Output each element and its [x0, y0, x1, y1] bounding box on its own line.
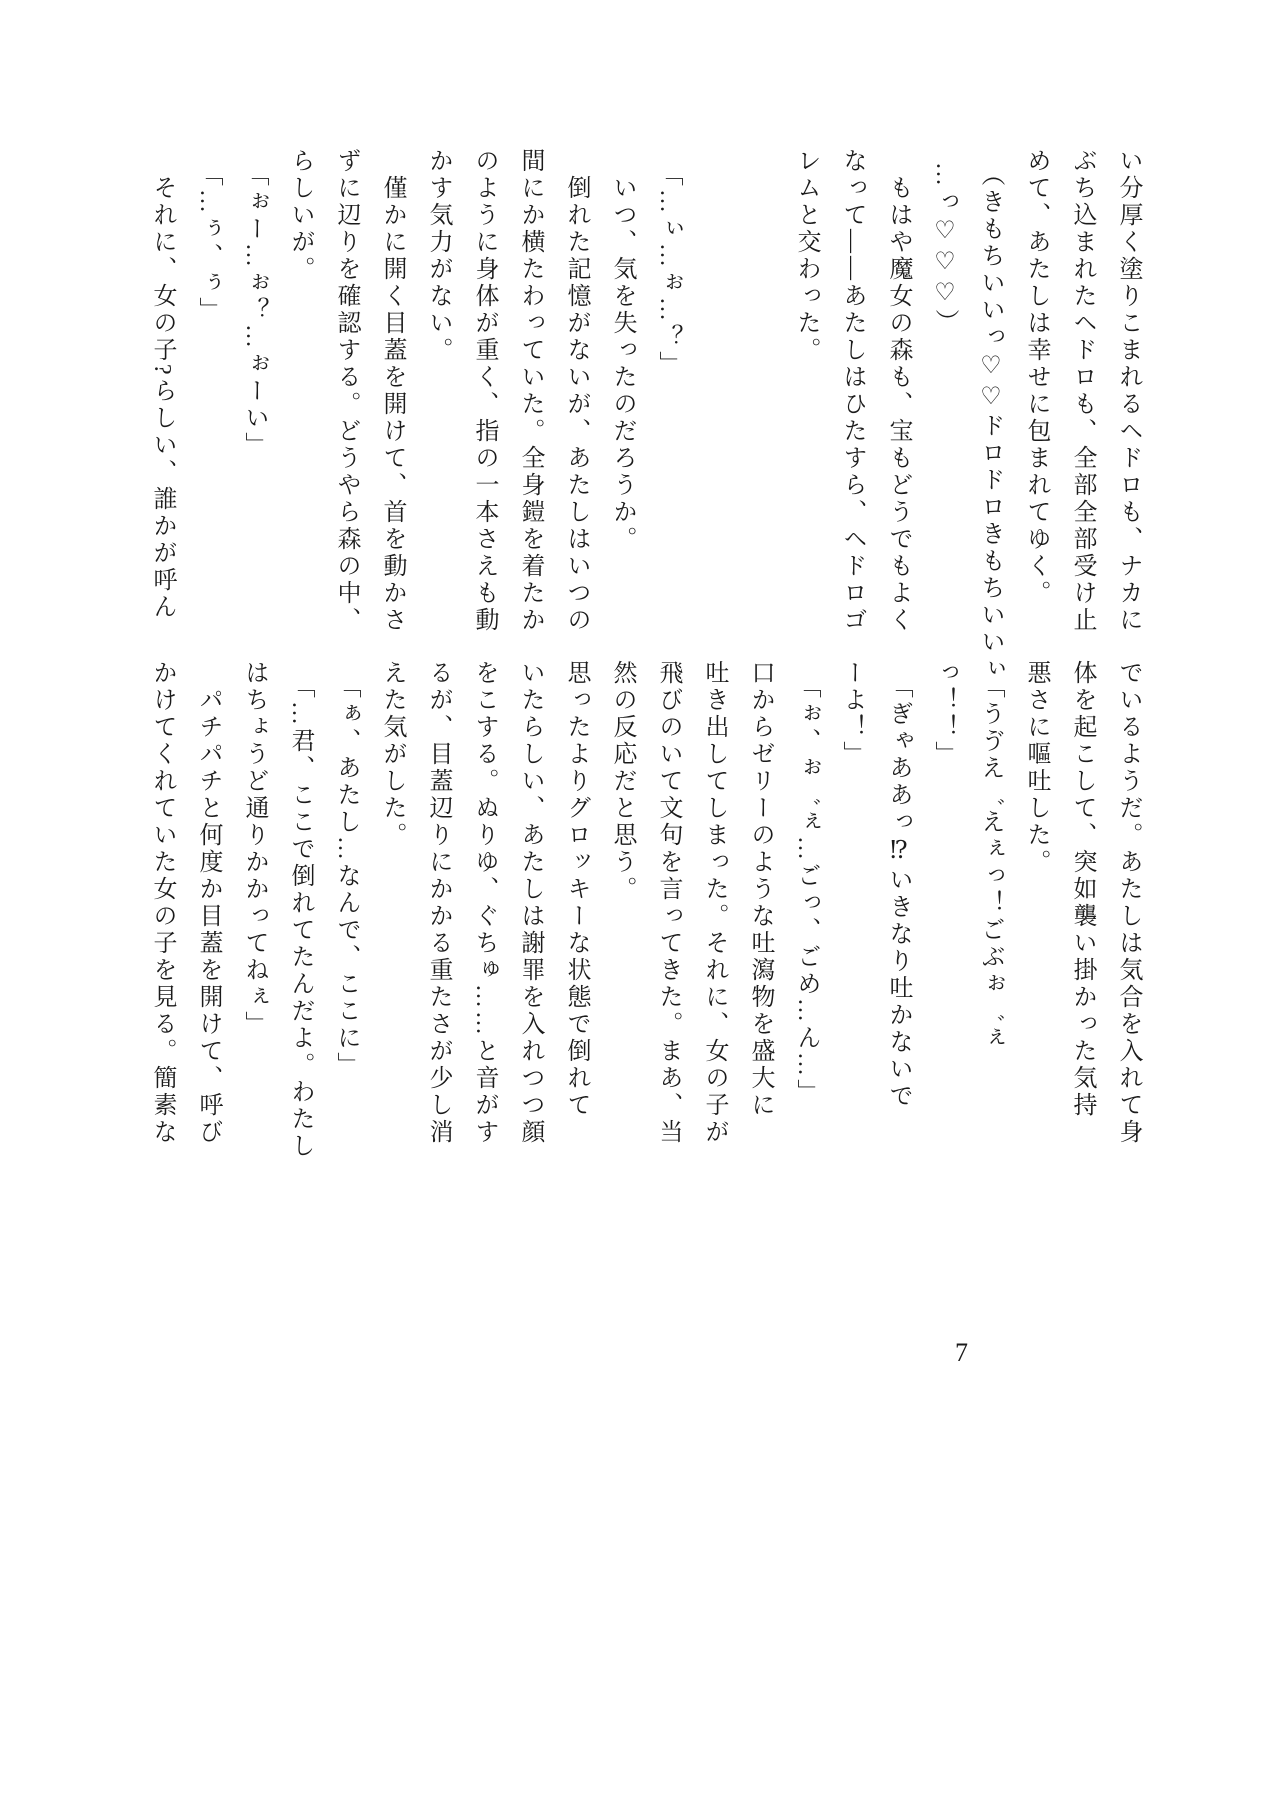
text-column: い分厚く塗りこまれるヘドロも、ナカに [1115, 148, 1141, 634]
text-column: らしいが。 [287, 148, 313, 283]
text-column: かけてくれていた女の子を見る。簡素な [149, 660, 175, 1146]
text-column: それに、女の子?らしい、誰かが呼ん [149, 175, 175, 621]
text-column: 口からゼリーのような吐瀉物を盛大に [747, 660, 773, 1119]
text-column: 体を起こして、突如襲い掛かった気持 [1069, 660, 1095, 1119]
text-column: （きもちいいっ♡♡ドロドロきもちいいぃ [977, 161, 1003, 683]
text-column: 間にか横たわっていた。全身鎧を着たか [517, 148, 543, 634]
text-column: …っ♡♡♡） [931, 161, 957, 336]
text-column: 「…ぅ、ぅ」 [195, 161, 221, 324]
text-column: ーよ！」 [839, 660, 865, 768]
text-column: 「…ぃ…ぉ…？」 [655, 161, 681, 378]
text-column: のように身体が重く、指の一本さえも動 [471, 148, 497, 634]
text-column: をこする。ぬりゆ、ぐちゅ……と音がす [471, 660, 497, 1146]
text-column: はちょうど通りかかってねぇ」 [241, 660, 267, 1038]
text-column: なって――あたしはひたすら、ヘドロゴ [839, 148, 865, 634]
text-column [737, 148, 783, 683]
text-column: レムと交わった。 [793, 148, 819, 364]
text-column: 「…君、ここで倒れてたんだよ。わたし [287, 673, 313, 1160]
text-column: 倒れた記憶がないが、あたしはいつの [563, 175, 589, 634]
page-number: 7 [955, 1338, 968, 1367]
text-column: 「ぉ、ぉ゛ぇ…ごっ、ごめ…ん…」 [793, 673, 819, 1106]
text-column: 僅かに開く目蓋を開けて、首を動かさ [379, 175, 405, 634]
text-column: パチパチと何度か目蓋を開けて、呼び [195, 687, 221, 1146]
text-column: 吐き出してしまった。それに、女の子が [701, 660, 727, 1146]
text-column: 「ぎゃああっ⁉いきなり吐かないで [885, 673, 911, 1110]
text-column: もはや魔女の森も、宝もどうでもよく [885, 175, 911, 634]
text-column: でいるようだ。あたしは気合を入れて身 [1115, 660, 1141, 1146]
text-column: 悪さに嘔吐した。 [1023, 660, 1049, 876]
upper-text-block [139, 148, 1151, 683]
text-column: 「うゔえ゛えぇっ！ごぶぉ゛ぇ [977, 673, 1003, 1052]
text-column: ぶち込まれたヘドロも、全部全部受け止 [1069, 148, 1095, 634]
text-column: ずに辺りを確認する。どうやら森の中、 [333, 148, 359, 634]
text-column: めて、あたしは幸せに包まれてゆく。 [1023, 148, 1049, 607]
text-column: るが、目蓋辺りにかかる重たさが少し消 [425, 660, 451, 1146]
text-column: 飛びのいて文句を言ってきた。まあ、当 [655, 660, 681, 1146]
text-column: いたらしい、あたしは謝罪を入れつつ顔 [517, 660, 543, 1146]
text-column: 思ったよりグロッキーな状態で倒れて [563, 660, 589, 1119]
text-column [691, 148, 737, 683]
lower-text-block [139, 660, 1151, 1160]
text-column: っ！！」 [931, 660, 957, 768]
text-column: かす気力がない。 [425, 148, 451, 364]
text-column: 「ぁ、あたし…なんで、ここに」 [333, 673, 359, 1079]
text-column: 然の反応だと思う。 [609, 660, 635, 903]
text-column: いつ、気を失ったのだろうか。 [609, 175, 635, 553]
text-column: 「ぉー…ぉ？…ぉーい」 [241, 161, 267, 459]
text-column: えた気がした。 [379, 660, 405, 849]
